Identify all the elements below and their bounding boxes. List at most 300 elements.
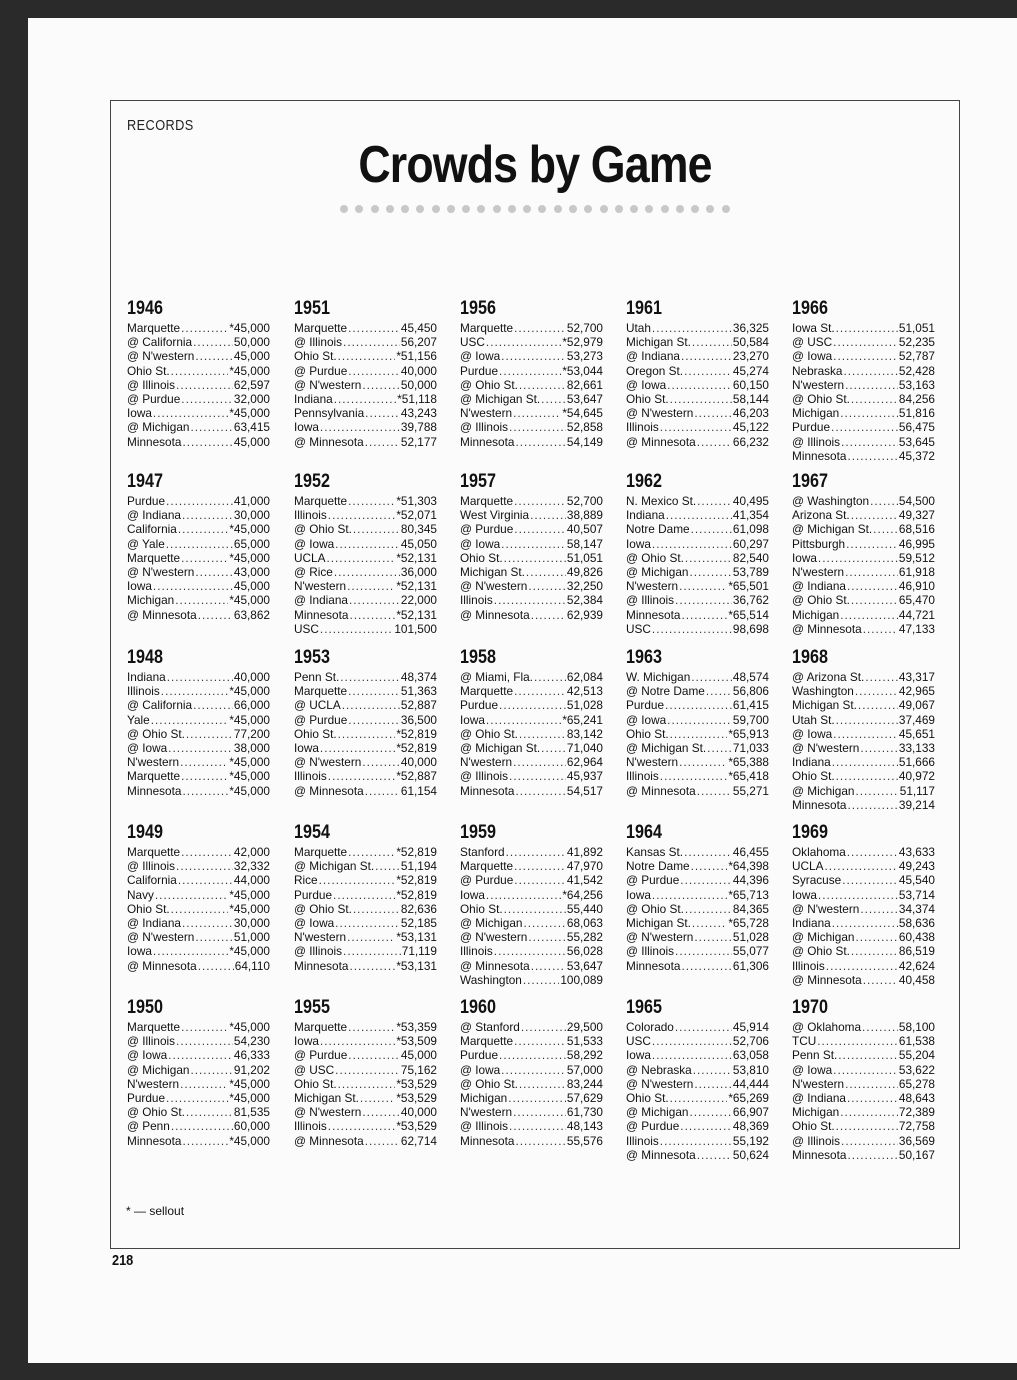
attendance: 58,100 [898, 1020, 935, 1034]
game-row [626, 1091, 769, 1105]
dot-leader [833, 335, 898, 349]
game-row [626, 845, 769, 859]
game-row [792, 902, 935, 916]
game-row [294, 1134, 437, 1148]
decorative-dot [554, 205, 562, 213]
game-row [294, 335, 437, 349]
opponent: Rice [294, 873, 318, 888]
game-row [626, 784, 769, 798]
year-heading: 1967 [792, 471, 828, 492]
dot-leader [836, 321, 898, 335]
dot-leader [151, 713, 229, 727]
game-row [127, 684, 270, 698]
attendance: 45,651 [898, 726, 935, 741]
game-row [460, 755, 603, 769]
year-block [294, 647, 437, 798]
opponent: @ N'western [626, 930, 694, 945]
opponent: Ohio St. [626, 391, 669, 406]
opponent: Ohio St. [626, 726, 669, 741]
dot-leader [833, 1063, 898, 1077]
game-row [792, 622, 935, 636]
dot-leader [195, 565, 233, 579]
dot-leader [335, 916, 400, 930]
opponent: Purdue [460, 698, 499, 713]
attendance: *65,501 [728, 579, 769, 594]
opponent: N'western [460, 755, 513, 770]
opponent: Marquette [294, 321, 348, 335]
dot-leader [541, 392, 566, 406]
attendance: 53,645 [898, 434, 935, 449]
game-row [460, 608, 603, 622]
attendance: 86,519 [898, 944, 935, 959]
game-row [294, 859, 437, 873]
game-row [294, 321, 437, 335]
game-row [460, 902, 603, 916]
attendance: 63,058 [732, 1048, 769, 1063]
opponent: @ Ohio St. [460, 1076, 518, 1091]
game-row [626, 537, 769, 551]
opponent: @ Minnesota [460, 958, 530, 973]
opponent: Iowa [294, 1034, 319, 1049]
decorative-dot [371, 205, 379, 213]
opponent: @ Iowa [460, 1062, 501, 1077]
game-row [127, 755, 270, 769]
opponent: Minnesota [294, 607, 349, 622]
attendance: *51,156 [396, 349, 437, 364]
opponent: @ N'western [626, 1076, 694, 1091]
attendance: 91,202 [233, 1062, 270, 1077]
opponent: Illinois [460, 944, 493, 959]
attendance: 62,939 [566, 607, 603, 622]
attendance: 52,384 [566, 593, 603, 608]
game-row [127, 1020, 270, 1034]
game-row [460, 593, 603, 607]
attendance: 36,000 [400, 564, 437, 579]
game-row [294, 888, 437, 902]
opponent: Marquette [294, 684, 348, 699]
dot-leader [328, 1119, 396, 1133]
year-heading: 1962 [626, 471, 662, 492]
game-row [127, 930, 270, 944]
year-heading: 1950 [127, 997, 163, 1018]
dot-leader [362, 378, 400, 392]
attendance: 48,643 [898, 1090, 935, 1105]
opponent: @ Iowa [792, 349, 833, 364]
game-row [127, 551, 270, 565]
game-row [127, 859, 270, 873]
game-row [460, 670, 603, 684]
game-row [792, 798, 935, 812]
game-row [626, 713, 769, 727]
attendance: *45,000 [229, 550, 270, 565]
opponent: Marquette [460, 859, 514, 874]
attendance: 52,185 [400, 915, 437, 930]
dot-leader [348, 1048, 400, 1062]
attendance: 84,256 [898, 391, 935, 406]
opponent: USC [294, 621, 319, 636]
dot-leader [685, 551, 732, 565]
game-row [626, 741, 769, 755]
dot-leader [652, 1034, 732, 1048]
year-block [792, 822, 935, 987]
game-row [792, 944, 935, 958]
opponent: Purdue [294, 887, 333, 902]
opponent: @ Minnesota [460, 607, 530, 622]
dot-leader [190, 420, 232, 434]
opponent: Marquette [460, 494, 514, 508]
attendance: 51,028 [732, 930, 769, 945]
dot-leader [826, 959, 898, 973]
dot-leader [514, 859, 566, 873]
attendance: 100,089 [560, 972, 603, 987]
game-row [294, 508, 437, 522]
dot-leader [697, 494, 732, 508]
game-row [626, 494, 769, 508]
opponent: Purdue [626, 698, 665, 713]
dot-leader [365, 784, 400, 798]
dot-leader [679, 755, 727, 769]
game-row [626, 944, 769, 958]
attendance: 46,455 [732, 845, 769, 859]
attendance: *52,819 [396, 845, 437, 859]
opponent: @ Illinois [626, 593, 675, 608]
dot-leader [181, 551, 228, 565]
opponent: @ Illinois [294, 944, 343, 959]
dot-leader [365, 435, 400, 449]
dot-leader [508, 1091, 566, 1105]
game-row [460, 959, 603, 973]
opponent: Ohio St. [460, 901, 503, 916]
dot-leader [833, 349, 898, 363]
game-row [127, 1048, 270, 1062]
opponent: @ Indiana [294, 593, 348, 608]
dot-leader [833, 727, 898, 741]
attendance: 68,516 [898, 522, 935, 537]
attendance: *45,000 [229, 712, 270, 727]
dot-leader [660, 769, 728, 783]
game-row [626, 959, 769, 973]
attendance: 56,806 [732, 684, 769, 699]
dot-leader [335, 1063, 400, 1077]
opponent: Indiana [626, 508, 665, 523]
attendance: 57,629 [566, 1090, 603, 1105]
attendance: 83,142 [566, 726, 603, 741]
opponent: Washington [460, 972, 522, 987]
dot-leader [652, 321, 732, 335]
decorative-dot [477, 205, 485, 213]
game-row [792, 335, 935, 349]
year-block [460, 997, 603, 1148]
attendance: 51,533 [566, 1034, 603, 1049]
opponent: @ Iowa [294, 915, 335, 930]
game-row [294, 959, 437, 973]
opponent: N'western [460, 406, 513, 421]
opponent: @ Indiana [127, 915, 181, 930]
game-row [294, 406, 437, 420]
opponent: Ohio St. [294, 726, 337, 741]
dot-leader [691, 522, 732, 536]
dot-leader [348, 1020, 395, 1034]
attendance: 42,965 [898, 684, 935, 699]
game-row [792, 916, 935, 930]
decorative-dot [432, 205, 440, 213]
dot-leader [818, 551, 898, 565]
dot-leader [817, 1034, 898, 1048]
game-row [792, 1077, 935, 1091]
dot-leader [166, 494, 233, 508]
dot-leader [181, 845, 233, 859]
game-row [626, 1063, 769, 1077]
game-row [460, 565, 603, 579]
game-row [792, 565, 935, 579]
game-row [460, 1020, 603, 1034]
attendance: 72,389 [898, 1105, 935, 1120]
game-row [460, 1105, 603, 1119]
opponent: @ Michigan [127, 420, 190, 435]
dot-leader [509, 1119, 566, 1133]
game-row [127, 508, 270, 522]
attendance: 45,450 [400, 321, 437, 335]
dot-leader [660, 420, 732, 434]
attendance: *45,000 [229, 1076, 270, 1091]
dot-leader [845, 565, 898, 579]
game-row [127, 1134, 270, 1148]
attendance: 58,147 [566, 536, 603, 551]
game-row [127, 1077, 270, 1091]
dot-leader [846, 537, 898, 551]
game-row [626, 698, 769, 712]
decorative-dot [615, 205, 623, 213]
game-row [460, 769, 603, 783]
opponent: Syracuse [792, 873, 842, 888]
game-row [792, 508, 935, 522]
attendance: 71,040 [566, 740, 603, 755]
game-row [792, 349, 935, 363]
game-row [626, 916, 769, 930]
attendance: 42,624 [898, 958, 935, 973]
dot-leader [652, 537, 732, 551]
opponent: Iowa [626, 887, 651, 902]
attendance: *45,000 [229, 755, 270, 770]
attendance: *53,529 [396, 1119, 437, 1134]
opponent: Michigan [460, 1090, 508, 1105]
opponent: @ Purdue [626, 873, 680, 888]
opponent: Utah [626, 321, 651, 335]
dot-leader [675, 1020, 732, 1034]
year-block [127, 997, 270, 1148]
opponent: Minnesota [460, 1133, 515, 1148]
game-row [127, 698, 270, 712]
attendance: 43,633 [898, 845, 935, 859]
attendance: 34,374 [898, 901, 935, 916]
game-row [792, 670, 935, 684]
opponent: N'western [626, 579, 679, 594]
dot-leader [166, 537, 233, 551]
dot-leader [486, 888, 561, 902]
game-row [294, 741, 437, 755]
dot-leader [697, 435, 732, 449]
opponent: Michigan St. [792, 698, 857, 713]
dot-leader [531, 959, 566, 973]
decorative-dot [676, 205, 684, 213]
opponent: @ Ohio St. [294, 901, 352, 916]
attendance: 47,970 [566, 859, 603, 874]
decorative-dot [493, 205, 501, 213]
game-row [792, 522, 935, 536]
game-row [792, 392, 935, 406]
game-row [626, 593, 769, 607]
year-heading: 1948 [127, 647, 163, 668]
opponent: @ N'western [792, 901, 860, 916]
opponent: Marquette [294, 494, 348, 508]
game-row [792, 579, 935, 593]
opponent: @ Michigan [792, 930, 855, 945]
dot-leader [860, 902, 898, 916]
dot-leader [167, 670, 233, 684]
opponent: Marquette [127, 1020, 181, 1034]
dot-leader [320, 1034, 395, 1048]
attendance: 61,098 [732, 522, 769, 537]
opponent: Michigan [792, 607, 840, 622]
opponent: Notre Dame [626, 859, 690, 874]
decorative-dot [722, 205, 730, 213]
attendance: 38,889 [566, 508, 603, 523]
game-row [294, 608, 437, 622]
opponent: N'western [460, 1105, 513, 1120]
opponent: Iowa [127, 944, 152, 959]
game-row [626, 622, 769, 636]
game-row [294, 420, 437, 434]
game-row [460, 1048, 603, 1062]
attendance: 52,700 [566, 321, 603, 335]
attendance: 36,762 [732, 593, 769, 608]
decorative-dot [462, 205, 470, 213]
year-heading: 1969 [792, 822, 828, 843]
year-heading: 1952 [294, 471, 330, 492]
opponent: N'western [294, 930, 347, 945]
game-row [626, 522, 769, 536]
game-row [294, 494, 437, 508]
dot-leader [842, 873, 898, 887]
game-row [460, 713, 603, 727]
opponent: Marquette [460, 321, 514, 335]
dot-leader [847, 1091, 898, 1105]
decorative-dot-row [340, 205, 730, 215]
game-row [294, 930, 437, 944]
year-heading: 1949 [127, 822, 163, 843]
attendance: *53,044 [562, 363, 603, 378]
attendance: 61,730 [566, 1105, 603, 1120]
opponent: @ Michigan St. [792, 522, 873, 537]
dot-leader [681, 349, 732, 363]
attendance: 61,918 [898, 564, 935, 579]
dot-leader [176, 1034, 233, 1048]
opponent: Minnesota [294, 958, 349, 973]
attendance: 52,428 [898, 363, 935, 378]
opponent: Minnesota [127, 1133, 182, 1148]
attendance: 65,278 [898, 1076, 935, 1091]
opponent: @ Michigan St. [626, 740, 707, 755]
year-block [460, 822, 603, 987]
opponent: Iowa [626, 1048, 651, 1063]
dot-leader [515, 1134, 565, 1148]
game-row [294, 1048, 437, 1062]
year-heading: 1957 [460, 471, 496, 492]
opponent: N'western [127, 755, 180, 770]
opponent: Marquette [294, 845, 348, 859]
opponent: Michigan [792, 406, 840, 421]
game-row [460, 335, 603, 349]
attendance: 51,051 [566, 550, 603, 565]
game-row [460, 392, 603, 406]
dot-leader [353, 902, 400, 916]
opponent: Notre Dame [626, 522, 690, 537]
attendance: 40,507 [566, 522, 603, 537]
year-block [792, 471, 935, 636]
attendance: 40,000 [233, 670, 270, 684]
game-row [294, 593, 437, 607]
game-row [294, 670, 437, 684]
dot-leader [860, 741, 898, 755]
year-heading: 1965 [626, 997, 662, 1018]
attendance: 46,203 [732, 406, 769, 421]
attendance: 71,119 [401, 944, 437, 959]
dot-leader [836, 1119, 898, 1133]
dot-leader [182, 784, 228, 798]
attendance: 44,396 [732, 873, 769, 888]
attendance: 39,788 [400, 420, 437, 435]
attendance: 51,051 [898, 321, 935, 335]
attendance: 46,333 [233, 1048, 270, 1063]
attendance: 52,887 [400, 698, 437, 713]
opponent: Navy [127, 887, 154, 902]
dot-leader [870, 494, 898, 508]
game-row [294, 565, 437, 579]
opponent: Minnesota [127, 783, 182, 798]
year-heading: 1958 [460, 647, 496, 668]
attendance: 45,050 [400, 536, 437, 551]
dot-leader [334, 565, 400, 579]
dot-leader [193, 698, 233, 712]
opponent: Illinois [294, 508, 327, 523]
opponent: Iowa [460, 887, 485, 902]
attendance: 45,122 [732, 420, 769, 435]
game-row [792, 537, 935, 551]
dot-leader [832, 916, 898, 930]
attendance: 51,000 [233, 930, 270, 945]
opponent: Ohio St. [626, 1090, 669, 1105]
dot-leader [514, 684, 566, 698]
opponent: Ohio St. [792, 1119, 835, 1134]
game-row [127, 593, 270, 607]
game-row [294, 349, 437, 363]
game-row [792, 973, 935, 987]
opponent: Minnesota [460, 434, 515, 449]
attendance: 40,458 [898, 972, 935, 987]
attendance: *65,728 [728, 915, 769, 930]
dot-leader [348, 494, 395, 508]
year-block [460, 471, 603, 622]
attendance: 80,345 [400, 522, 437, 537]
attendance: 40,000 [400, 363, 437, 378]
opponent: @ Indiana [792, 1090, 846, 1105]
opponent: @ Minnesota [626, 434, 696, 449]
dot-leader [534, 670, 566, 684]
opponent: Colorado [626, 1020, 674, 1034]
opponent: Indiana [294, 391, 333, 406]
game-row [626, 769, 769, 783]
attendance: 52,700 [566, 494, 603, 508]
